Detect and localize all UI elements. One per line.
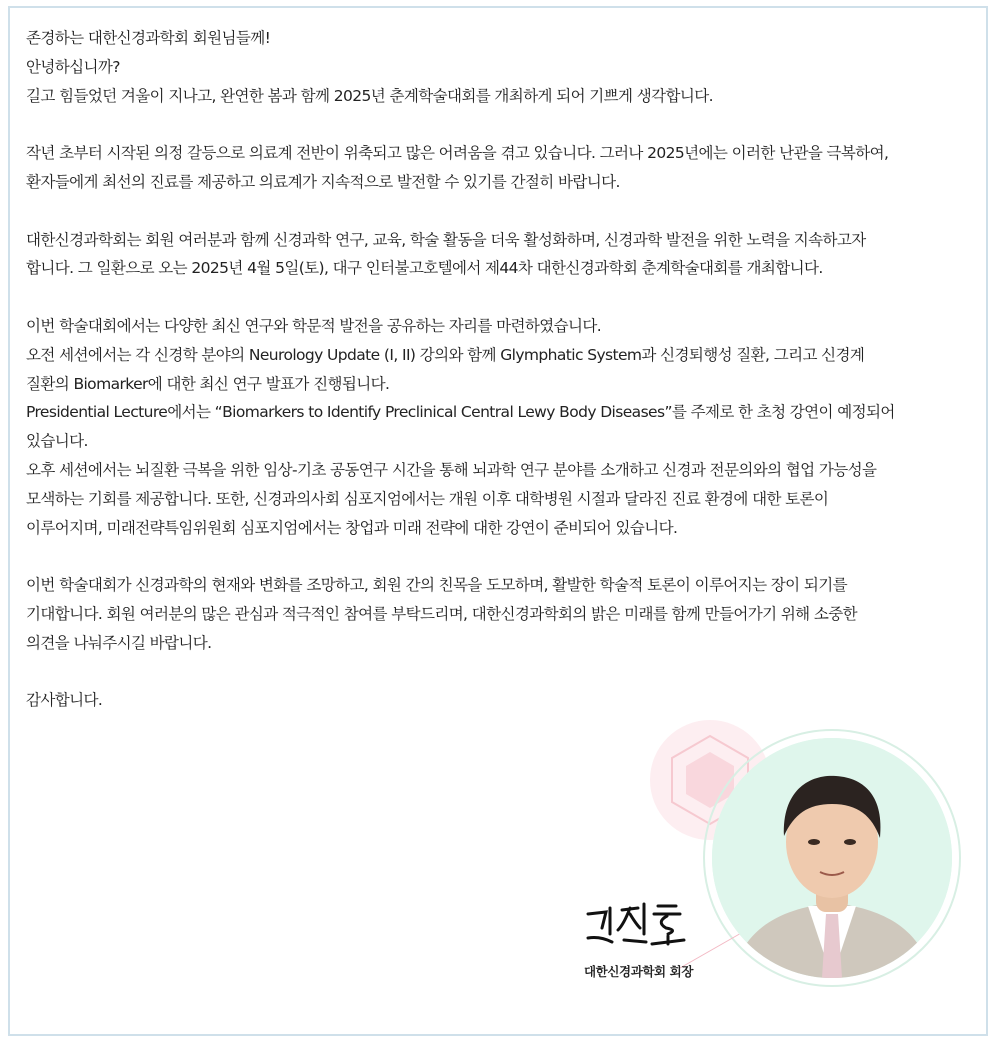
letter-line: 기대합니다. 회원 여러분의 많은 관심과 적극적인 참여를 부탁드리며, 대한신경과학회의 밝은 미래를 함께 만들어가기 위해 소중한: [26, 604, 858, 623]
letter-paragraph: [26, 24, 966, 110]
letter-line: 대한신경과학회는 회원 여러분과 함께 신경과학 연구, 교육, 학술 활동을 더욱 활성화하며, 신경과학 발전을 위한 노력을 지속하고자: [26, 230, 866, 249]
letter-paragraph: [26, 686, 966, 715]
letter-line: 오전 세션에서는 각 신경학 분야의 Neurology Update (I, II) 강의와 함께 Glymphatic System과 신경퇴행성 질환, 그리고 신경계: [26, 345, 865, 364]
right-eye: [844, 839, 856, 845]
letter-line: 안녕하십니까?: [26, 57, 120, 76]
letter-line: Presidential Lecture에서는 “Biomarkers to Identify Preclinical Central Lewy Body Diseases”를 주제로 한 초청 강연이 예정되어: [26, 403, 895, 422]
left-eye: [808, 839, 820, 845]
signature-caption: 대한신경과학회 회장: [584, 964, 694, 979]
letter-paragraph: [26, 571, 966, 657]
letter-line: 이번 학술대회가 신경과학의 현재와 변화를 조망하고, 회원 간의 친목을 도모하며, 활발한 학술적 토론이 이루어지는 장이 되기를: [26, 576, 847, 595]
letter-line: 환자들에게 최선의 진료를 제공하고 의료계가 지속적으로 발전할 수 있기를 간절히 바랍니다.: [26, 172, 620, 191]
letter-paragraph: [26, 226, 966, 284]
greeting-letter: [26, 24, 966, 744]
president-portrait: [712, 738, 952, 978]
portrait-illustration: [712, 738, 952, 978]
letter-line: 있습니다.: [26, 432, 88, 451]
letter-line: 길고 힘들었던 겨울이 지나고, 완연한 봄과 함께 2025년 춘계학술대회를 개최하게 되어 기쁘게 생각합니다.: [26, 86, 713, 105]
letter-line: 이번 학술대회에서는 다양한 최신 연구와 학문적 발전을 공유하는 자리를 마련하였습니다.: [26, 316, 602, 335]
letter-line: 오후 세션에서는 뇌질환 극복을 위한 임상-기초 공동연구 시간을 통해 뇌과학 연구 분야를 소개하고 신경과 전문의와의 협업 가능성을: [26, 460, 877, 479]
letter-line: 합니다. 그 일환으로 오는 2025년 4월 5일(토), 대구 인터불고호텔에서 제44차 대한신경과학회 춘계학술대회를 개최합니다.: [26, 259, 823, 278]
handwritten-signature: [580, 884, 710, 964]
letter-line: 감사합니다.: [26, 691, 103, 710]
letter-line: 이루어지며, 미래전략특임위원회 심포지엄에서는 창업과 미래 전략에 대한 강연이 준비되어 있습니다.: [26, 518, 678, 537]
letter-line: 작년 초부터 시작된 의정 갈등으로 의료계 전반이 위축되고 많은 어려움을 겪고 있습니다. 그러나 2025년에는 이러한 난관을 극복하여,: [26, 144, 889, 163]
letter-paragraph: [26, 312, 966, 542]
letter-line: 모색하는 기회를 제공합니다. 또한, 신경과의사회 심포지엄에서는 개원 이후 대학병원 시절과 달라진 진료 환경에 대한 토론이: [26, 489, 829, 508]
letter-line: 의견을 나눠주시길 바랍니다.: [26, 633, 212, 652]
letter-line: 질환의 Biomarker에 대한 최신 연구 발표가 진행됩니다.: [26, 374, 390, 393]
letter-line: 존경하는 대한신경과학회 회원님들께!: [26, 29, 271, 47]
letter-paragraph: [26, 139, 966, 197]
